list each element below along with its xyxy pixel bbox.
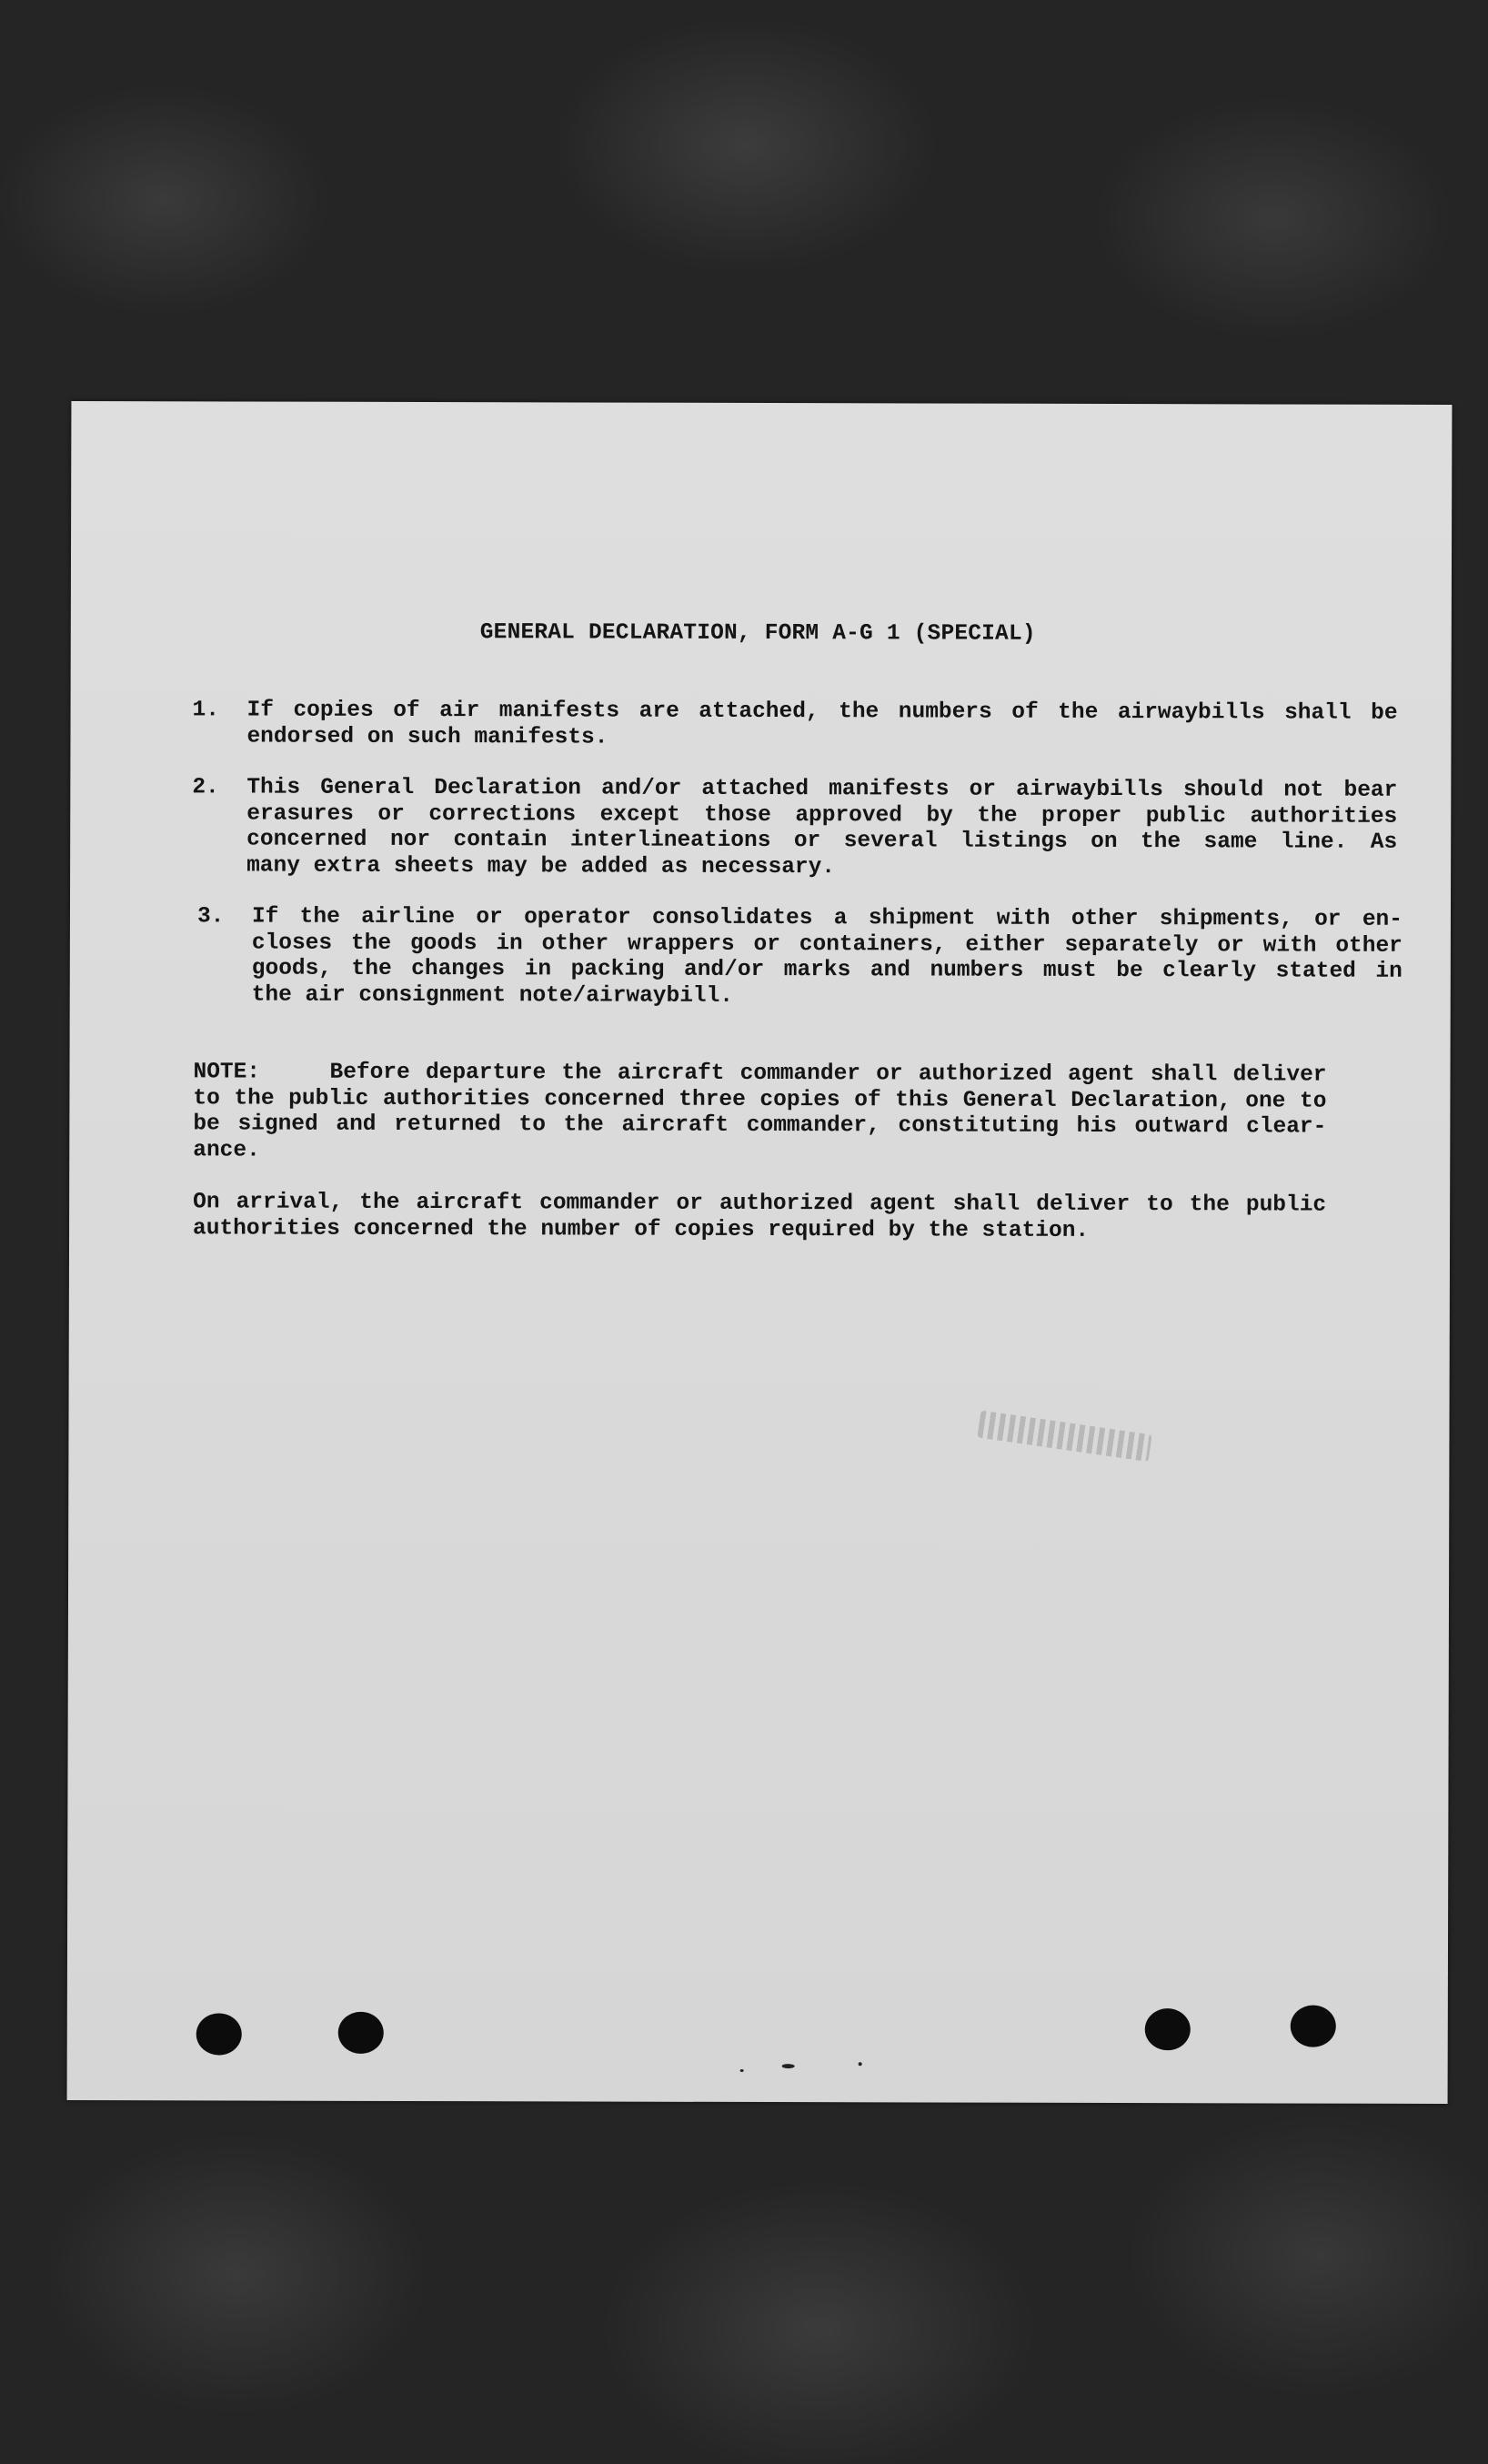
- item-line: goods, the changes in packing and/or marks and numbers must be clearly stated in: [251, 956, 1403, 984]
- item-number: 1.: [192, 698, 220, 723]
- item-line: erasures or corrections except those approved by the proper public authorities: [246, 801, 1398, 830]
- note-label: NOTE:: [193, 1060, 261, 1085]
- note-line: be signed and returned to the aircraft commander, constituting his outward clear-: [193, 1111, 1327, 1140]
- item-number: 2.: [192, 775, 219, 800]
- item-number: 3.: [196, 904, 225, 930]
- punch-hole: [1291, 2006, 1336, 2047]
- note-line-text: Before departure the aircraft commander or authorized agent shall deliver: [329, 1060, 1327, 1088]
- item-line: This General Declaration and/or attached manifests or airwaybills should not bear: [246, 775, 1398, 803]
- ink-speck: [782, 2064, 795, 2068]
- instruction-item-2: [192, 775, 1402, 880]
- item-line: the air consignment note/airwaybill.: [251, 982, 734, 1009]
- arrival-line: authorities concerned the number of copies required by the station.: [193, 1215, 1090, 1243]
- item-line: endorsed on such manifests.: [246, 724, 608, 750]
- note-line: ance.: [193, 1137, 260, 1163]
- note-line: to the public authorities concerned three copies of this General Declaration, one to: [193, 1085, 1327, 1114]
- arrival-line: On arrival, the aircraft commander or authorized agent shall deliver to the public: [193, 1190, 1327, 1218]
- document-page: [67, 401, 1453, 2104]
- item-line: closes the goods in other wrappers or containers, either separately or with other: [251, 930, 1403, 959]
- document-title: GENERAL DECLARATION, FORM A-G 1 (SPECIAL): [479, 620, 1036, 647]
- item-body: [246, 776, 1397, 882]
- item-line: If the airline or operator consolidates a shipment with other shipments, or en-: [251, 904, 1403, 932]
- punch-hole: [196, 2013, 242, 2055]
- arrival-paragraph: [193, 1190, 1326, 1244]
- ink-speck: [859, 2062, 862, 2066]
- punch-hole: [1145, 2008, 1191, 2050]
- instruction-item-3: [196, 904, 1407, 1009]
- punch-hole: [338, 2012, 384, 2054]
- note-paragraph: [193, 1060, 1326, 1166]
- item-body: [246, 699, 1397, 753]
- item-line: If copies of air manifests are attached, the numbers of the airwaybills shall be: [246, 698, 1398, 726]
- instruction-item-1: [192, 698, 1403, 750]
- item-body: [252, 905, 1403, 1011]
- faint-stamp-mark: [977, 1411, 1151, 1463]
- ink-speck: [740, 2069, 744, 2072]
- note-line: [193, 1060, 1326, 1089]
- item-line: concerned nor contain interlineations or several listings on the same line. As: [246, 827, 1398, 855]
- item-line: many extra sheets may be added as necessary.: [246, 853, 836, 880]
